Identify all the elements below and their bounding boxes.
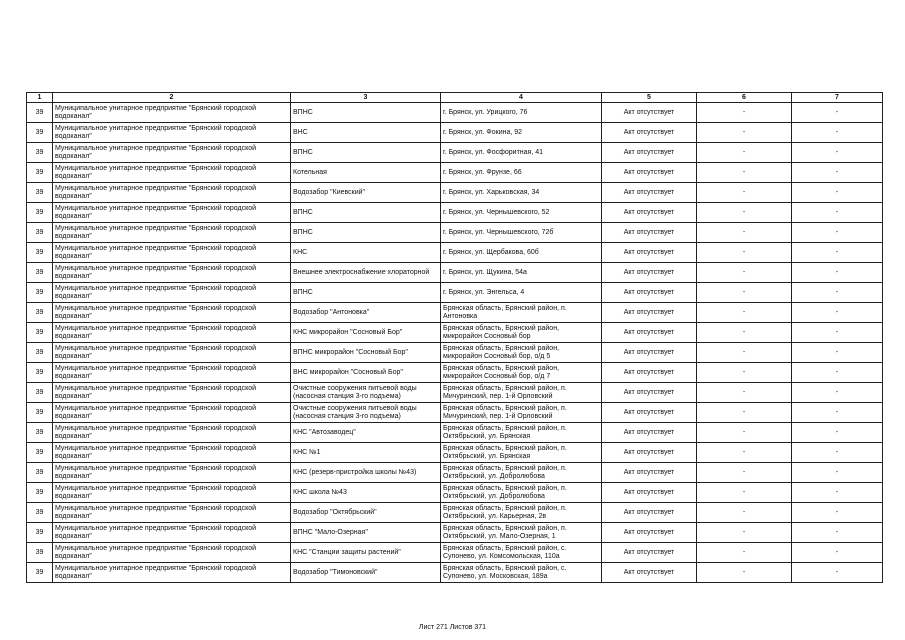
address-cell: Брянская область, Брянский район, п. Октябрьский, ул. Брянская [441, 423, 602, 443]
row-number: 39 [27, 283, 53, 303]
address-cell: Брянская область, Брянский район, п. Октябрьский, ул. Мало-Озерная, 1 [441, 523, 602, 543]
act-status-cell: Акт отсутствует [602, 183, 697, 203]
address-cell: Брянская область, Брянский район, п. Октябрьский, ул. Карьерная, 2в [441, 503, 602, 523]
object-cell: Очистные сооружения питьевой воды (насосная станция 3-го подъема) [291, 403, 441, 423]
row-number: 39 [27, 103, 53, 123]
column-6-cell: - [697, 423, 792, 443]
act-status-cell: Акт отсутствует [602, 543, 697, 563]
organization-cell: Муниципальное унитарное предприятие "Брянский городской водоканал" [53, 463, 291, 483]
column-6-cell: - [697, 143, 792, 163]
address-cell: г. Брянск, ул. Фосфоритная, 41 [441, 143, 602, 163]
column-7-cell: - [792, 403, 883, 423]
address-cell: Брянская область, Брянский район, с. Супонево, ул. Московская, 189а [441, 563, 602, 583]
organization-cell: Муниципальное унитарное предприятие "Брянский городской водоканал" [53, 503, 291, 523]
column-7-cell: - [792, 303, 883, 323]
row-number: 39 [27, 383, 53, 403]
object-cell: Водозабор "Октябрьский" [291, 503, 441, 523]
row-number: 39 [27, 503, 53, 523]
address-cell: г. Брянск, ул. Урицкого, 76 [441, 103, 602, 123]
column-7-cell: - [792, 283, 883, 303]
row-number: 39 [27, 363, 53, 383]
column-6-cell: - [697, 283, 792, 303]
organization-cell: Муниципальное унитарное предприятие "Брянский городской водоканал" [53, 343, 291, 363]
table-row [27, 463, 883, 483]
table-row [27, 503, 883, 523]
column-7-cell: - [792, 183, 883, 203]
address-cell: г. Брянск, ул. Чернышевского, 72б [441, 223, 602, 243]
table-row [27, 483, 883, 503]
address-cell: г. Брянск, ул. Фрунзе, 66 [441, 163, 602, 183]
row-number: 39 [27, 323, 53, 343]
table-row [27, 283, 883, 303]
column-6-cell: - [697, 263, 792, 283]
act-status-cell: Акт отсутствует [602, 403, 697, 423]
column-6-cell: - [697, 183, 792, 203]
column-6-cell: - [697, 103, 792, 123]
table-row [27, 543, 883, 563]
organization-cell: Муниципальное унитарное предприятие "Брянский городской водоканал" [53, 303, 291, 323]
column-6-cell: - [697, 123, 792, 143]
organization-cell: Муниципальное унитарное предприятие "Брянский городской водоканал" [53, 543, 291, 563]
table-row [27, 243, 883, 263]
objects-table [26, 92, 883, 583]
address-cell: Брянская область, Брянский район, п. Мичуринский, пер. 1-й Орловский [441, 403, 602, 423]
organization-cell: Муниципальное унитарное предприятие "Брянский городской водоканал" [53, 223, 291, 243]
column-6-cell: - [697, 483, 792, 503]
object-cell: ВПНС [291, 143, 441, 163]
act-status-cell: Акт отсутствует [602, 363, 697, 383]
organization-cell: Муниципальное унитарное предприятие "Брянский городской водоканал" [53, 403, 291, 423]
organization-cell: Муниципальное унитарное предприятие "Брянский городской водоканал" [53, 523, 291, 543]
row-number: 39 [27, 523, 53, 543]
address-cell: Брянская область, Брянский район, п. Октябрьский, ул. Брянская [441, 443, 602, 463]
act-status-cell: Акт отсутствует [602, 103, 697, 123]
column-6-cell: - [697, 223, 792, 243]
object-cell: ВПНС [291, 103, 441, 123]
header-row [27, 93, 883, 103]
organization-cell: Муниципальное унитарное предприятие "Брянский городской водоканал" [53, 563, 291, 583]
column-header-6: 6 [697, 93, 792, 103]
row-number: 39 [27, 463, 53, 483]
organization-cell: Муниципальное унитарное предприятие "Брянский городской водоканал" [53, 263, 291, 283]
table-row [27, 343, 883, 363]
row-number: 39 [27, 543, 53, 563]
table-row [27, 203, 883, 223]
act-status-cell: Акт отсутствует [602, 563, 697, 583]
column-7-cell: - [792, 323, 883, 343]
column-7-cell: - [792, 223, 883, 243]
column-header-2: 2 [53, 93, 291, 103]
address-cell: Брянская область, Брянский район, микрорайон Сосновый бор [441, 323, 602, 343]
column-6-cell: - [697, 303, 792, 323]
object-cell: КНС "Станции защиты растений" [291, 543, 441, 563]
column-6-cell: - [697, 443, 792, 463]
act-status-cell: Акт отсутствует [602, 303, 697, 323]
column-7-cell: - [792, 163, 883, 183]
table-row [27, 143, 883, 163]
organization-cell: Муниципальное унитарное предприятие "Брянский городской водоканал" [53, 323, 291, 343]
act-status-cell: Акт отсутствует [602, 243, 697, 263]
row-number: 39 [27, 243, 53, 263]
table-row [27, 423, 883, 443]
act-status-cell: Акт отсутствует [602, 283, 697, 303]
act-status-cell: Акт отсутствует [602, 503, 697, 523]
column-header-1: 1 [27, 93, 53, 103]
table-row [27, 303, 883, 323]
row-number: 39 [27, 163, 53, 183]
organization-cell: Муниципальное унитарное предприятие "Брянский городской водоканал" [53, 183, 291, 203]
object-cell: КНС "Автозаводец" [291, 423, 441, 443]
organization-cell: Муниципальное унитарное предприятие "Брянский городской водоканал" [53, 103, 291, 123]
object-cell: КНС микрорайон "Сосновый Бор" [291, 323, 441, 343]
object-cell: Водозабор "Тимоновский" [291, 563, 441, 583]
address-cell: г. Брянск, ул. Харьковская, 34 [441, 183, 602, 203]
column-header-4: 4 [441, 93, 602, 103]
act-status-cell: Акт отсутствует [602, 443, 697, 463]
address-cell: г. Брянск, ул. Фокина, 92 [441, 123, 602, 143]
table-row [27, 403, 883, 423]
document-sheet [26, 92, 882, 583]
row-number: 39 [27, 483, 53, 503]
page-footer: Лист 271 Листов 371 [418, 624, 487, 631]
object-cell: Внешнее электроснабжение хлораторной [291, 263, 441, 283]
address-cell: г. Брянск, ул. Щукина, 54а [441, 263, 602, 283]
act-status-cell: Акт отсутствует [602, 343, 697, 363]
organization-cell: Муниципальное унитарное предприятие "Брянский городской водоканал" [53, 123, 291, 143]
row-number: 39 [27, 223, 53, 243]
organization-cell: Муниципальное унитарное предприятие "Брянский городской водоканал" [53, 243, 291, 263]
address-cell: Брянская область, Брянский район, п. Октябрьский, ул. Добролюбова [441, 483, 602, 503]
table-row [27, 443, 883, 463]
object-cell: ВПНС [291, 283, 441, 303]
object-cell: Водозабор "Антоновка" [291, 303, 441, 323]
column-7-cell: - [792, 203, 883, 223]
column-6-cell: - [697, 343, 792, 363]
column-7-cell: - [792, 443, 883, 463]
act-status-cell: Акт отсутствует [602, 143, 697, 163]
column-7-cell: - [792, 123, 883, 143]
act-status-cell: Акт отсутствует [602, 523, 697, 543]
column-6-cell: - [697, 203, 792, 223]
column-6-cell: - [697, 503, 792, 523]
row-number: 39 [27, 403, 53, 423]
column-6-cell: - [697, 383, 792, 403]
address-cell: г. Брянск, ул. Чернышевского, 52 [441, 203, 602, 223]
address-cell: Брянская область, Брянский район, с. Супонево, ул. Комсомольская, 110а [441, 543, 602, 563]
organization-cell: Муниципальное унитарное предприятие "Брянский городской водоканал" [53, 203, 291, 223]
organization-cell: Муниципальное унитарное предприятие "Брянский городской водоканал" [53, 443, 291, 463]
column-7-cell: - [792, 483, 883, 503]
column-7-cell: - [792, 543, 883, 563]
organization-cell: Муниципальное унитарное предприятие "Брянский городской водоканал" [53, 383, 291, 403]
act-status-cell: Акт отсутствует [602, 483, 697, 503]
address-cell: Брянская область, Брянский район, п. Мичуринский, пер. 1-й Орловский [441, 383, 602, 403]
act-status-cell: Акт отсутствует [602, 163, 697, 183]
table-row [27, 103, 883, 123]
act-status-cell: Акт отсутствует [602, 323, 697, 343]
table-row [27, 123, 883, 143]
act-status-cell: Акт отсутствует [602, 223, 697, 243]
table-row [27, 323, 883, 343]
column-7-cell: - [792, 563, 883, 583]
act-status-cell: Акт отсутствует [602, 263, 697, 283]
column-7-cell: - [792, 143, 883, 163]
object-cell: КНС школа №43 [291, 483, 441, 503]
table-row [27, 363, 883, 383]
address-cell: Брянская область, Брянский район, п. Антоновка [441, 303, 602, 323]
column-7-cell: - [792, 523, 883, 543]
object-cell: Очистные сооружения питьевой воды (насосная станция 3-го подъема) [291, 383, 441, 403]
column-6-cell: - [697, 463, 792, 483]
object-cell: ВПНС [291, 203, 441, 223]
table-row [27, 383, 883, 403]
row-number: 39 [27, 343, 53, 363]
table-row [27, 523, 883, 543]
table-body [27, 103, 883, 583]
organization-cell: Муниципальное унитарное предприятие "Брянский городской водоканал" [53, 423, 291, 443]
table-row [27, 263, 883, 283]
column-7-cell: - [792, 263, 883, 283]
column-7-cell: - [792, 503, 883, 523]
column-6-cell: - [697, 323, 792, 343]
row-number: 39 [27, 123, 53, 143]
address-cell: Брянская область, Брянский район, п. Октябрьский, ул. Добролюбова [441, 463, 602, 483]
address-cell: Брянская область, Брянский район, микрорайон Сосновый бор, о/д 7 [441, 363, 602, 383]
object-cell: ВПНС "Мало-Озерная" [291, 523, 441, 543]
column-header-7: 7 [792, 93, 883, 103]
column-7-cell: - [792, 463, 883, 483]
organization-cell: Муниципальное унитарное предприятие "Брянский городской водоканал" [53, 143, 291, 163]
act-status-cell: Акт отсутствует [602, 463, 697, 483]
column-header-5: 5 [602, 93, 697, 103]
act-status-cell: Акт отсутствует [602, 423, 697, 443]
address-cell: г. Брянск, ул. Энгельса, 4 [441, 283, 602, 303]
row-number: 39 [27, 203, 53, 223]
column-6-cell: - [697, 563, 792, 583]
column-7-cell: - [792, 383, 883, 403]
column-6-cell: - [697, 543, 792, 563]
address-cell: г. Брянск, ул. Щербакова, 60б [441, 243, 602, 263]
row-number: 39 [27, 443, 53, 463]
column-7-cell: - [792, 343, 883, 363]
organization-cell: Муниципальное унитарное предприятие "Брянский городской водоканал" [53, 483, 291, 503]
row-number: 39 [27, 183, 53, 203]
object-cell: ВПНС микрорайон "Сосновый Бор" [291, 343, 441, 363]
table-row [27, 163, 883, 183]
column-6-cell: - [697, 403, 792, 423]
object-cell: КНС [291, 243, 441, 263]
column-6-cell: - [697, 523, 792, 543]
column-7-cell: - [792, 103, 883, 123]
object-cell: Водозабор "Киевский" [291, 183, 441, 203]
row-number: 39 [27, 143, 53, 163]
organization-cell: Муниципальное унитарное предприятие "Брянский городской водоканал" [53, 363, 291, 383]
table-row [27, 223, 883, 243]
column-6-cell: - [697, 163, 792, 183]
column-6-cell: - [697, 243, 792, 263]
row-number: 39 [27, 303, 53, 323]
object-cell: КНС №1 [291, 443, 441, 463]
row-number: 39 [27, 263, 53, 283]
column-7-cell: - [792, 243, 883, 263]
object-cell: ВНС [291, 123, 441, 143]
act-status-cell: Акт отсутствует [602, 203, 697, 223]
table-row [27, 563, 883, 583]
organization-cell: Муниципальное унитарное предприятие "Брянский городской водоканал" [53, 163, 291, 183]
table-row [27, 183, 883, 203]
column-7-cell: - [792, 423, 883, 443]
object-cell: КНС (резерв-пристройка школы №43) [291, 463, 441, 483]
column-6-cell: - [697, 363, 792, 383]
row-number: 39 [27, 563, 53, 583]
address-cell: Брянская область, Брянский район, микрорайон Сосновый бор, о/д 5 [441, 343, 602, 363]
object-cell: ВПНС [291, 223, 441, 243]
row-number: 39 [27, 423, 53, 443]
organization-cell: Муниципальное унитарное предприятие "Брянский городской водоканал" [53, 283, 291, 303]
object-cell: Котельная [291, 163, 441, 183]
act-status-cell: Акт отсутствует [602, 123, 697, 143]
column-7-cell: - [792, 363, 883, 383]
act-status-cell: Акт отсутствует [602, 383, 697, 403]
column-header-3: 3 [291, 93, 441, 103]
object-cell: ВНС микрорайон "Сосновый Бор" [291, 363, 441, 383]
